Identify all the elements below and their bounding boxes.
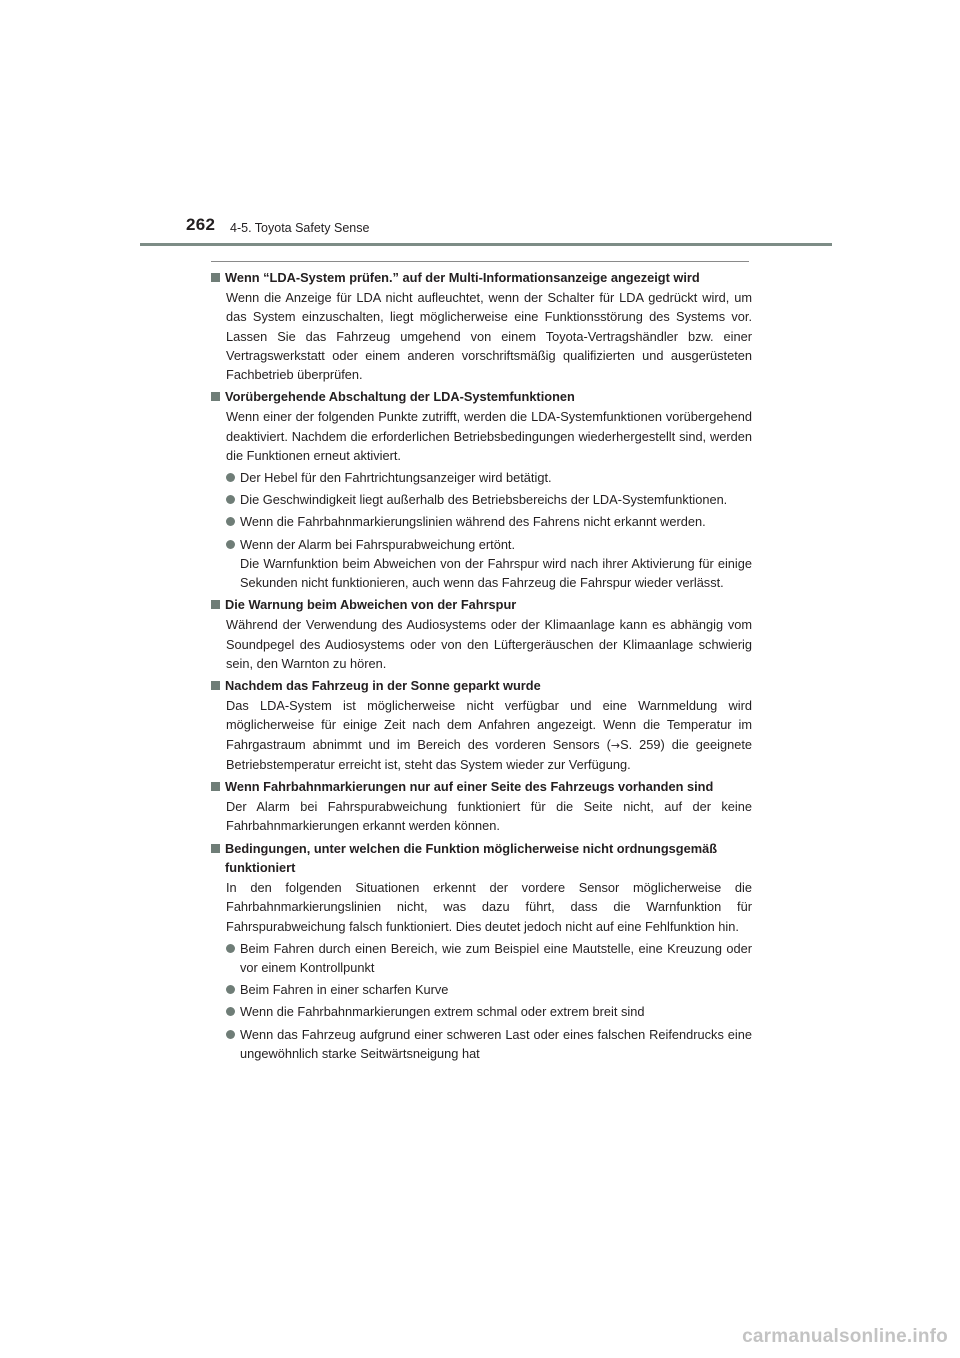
section-heading-text: Wenn Fahrbahnmarkierungen nur auf einer Seite des Fahrzeugs vorhanden sind: [225, 779, 714, 795]
round-bullet-icon: [226, 540, 235, 549]
section-paragraph: Während der Verwendung des Audiosystems oder der Klimaanlage kann es abhängig vom Soundpegel des Audiosystems oder von den Lüftergeräuschen der Klimaanlage schwierig sein, den Warnton zu hören.: [226, 617, 752, 671]
section-heading: [211, 387, 752, 406]
square-bullet-icon: [211, 273, 220, 282]
round-bullet-icon: [226, 985, 235, 994]
section-paragraph: Wenn die Anzeige für LDA nicht aufleuchtet, wenn der Schalter für LDA gedrückt wird, um das System einzuschalten, liegt möglicherweise eine Funktionsstörung des Systems vor. Lassen Sie das Fahrzeug umgehend von einem Toyota-Vertragshändler bzw. einer Vertragswerkstatt oder einem anderen vorschriftsmäßig qualifizierten und ausgerüsteten Fachbetrieb überprüfen.: [226, 290, 752, 383]
header-divider: [140, 243, 832, 246]
list-item-text: Wenn die Fahrbahnmarkierungen extrem schmal oder extrem breit sind: [240, 1004, 645, 1020]
list-item: [211, 980, 752, 999]
section-paragraph: Der Alarm bei Fahrspurabweichung funktioniert für die Seite nicht, auf der keine Fahrbahnmarkierungen erkannt werden können.: [226, 799, 752, 834]
round-bullet-icon: [226, 1030, 235, 1039]
list-item-line: Wenn der Alarm bei Fahrspurabweichung ertönt.: [240, 536, 516, 552]
square-bullet-icon: [211, 600, 220, 609]
section-temporary-shutdown: [211, 387, 752, 592]
list-item: [211, 512, 752, 531]
section-lda-check: [211, 268, 752, 384]
section-heading-text: Wenn “LDA-System prüfen.” auf der Multi-Informationsanzeige angezeigt wird: [225, 270, 700, 285]
section-heading: [211, 839, 752, 877]
paragraph-text: Das LDA-System ist möglicherweise nicht verfügbar und eine Warnmeldung wird möglicherweise für einige Zeit nach dem Anfahren angezeigt. Wenn die Temperatur im Fahrgastraum abnimmt und im Bereich des vorderen Sensors (: [226, 698, 752, 752]
round-bullet-icon: [226, 495, 235, 504]
list-item-text: Die Geschwindigkeit liegt außerhalb des Betriebsbereichs der LDA-Systemfunktionen.: [240, 492, 728, 508]
list-item-text: [240, 535, 752, 593]
list-item: [211, 535, 752, 593]
paragraph-text: ) die geeignete Betriebstemperatur erreicht ist, steht das System wieder zur Verfügung.: [226, 736, 753, 772]
list-item: [211, 468, 752, 487]
watermark: carmanualsonline.info: [742, 1326, 948, 1347]
round-bullet-icon: [226, 1007, 235, 1016]
section-heading: [211, 595, 752, 614]
page-header: [0, 0, 960, 280]
section-paragraph: Wenn einer der folgenden Punkte zutrifft, werden die LDA-Systemfunktionen vorübergehend deaktiviert. Nachdem die erforderlichen Betriebsbedingungen wiederhergestellt sind, werden die Funktionen erneut aktiviert.: [226, 409, 752, 463]
section-paragraph: In den folgenden Situationen erkennt der vordere Sensor möglicherweise die Fahrbahnmarkierungslinien nicht, was dazu führt, dass die Warnfunktion für Fahrspurabweichung falsch funktioniert. Dies deutet jedoch nicht auf eine Fehlfunktion hin.: [226, 880, 752, 934]
list-item: [211, 1025, 752, 1063]
square-bullet-icon: [211, 782, 220, 791]
list-item: [211, 939, 752, 977]
page-number: 262: [186, 215, 216, 234]
list-item-text: Wenn das Fahrzeug aufgrund einer schweren Last oder eines falschen Reifendrucks eine ungewöhnlich starke Seitwärtsneigung hat: [240, 1026, 752, 1061]
section-heading-text: Bedingungen, unter welchen die Funktion möglicherweise nicht ordnungsgemäß funktioniert: [225, 840, 718, 875]
list-item-text: Wenn die Fahrbahnmarkierungslinien während des Fahrens nicht erkannt werden.: [240, 514, 706, 530]
round-bullet-icon: [226, 944, 235, 953]
page-reference-link[interactable]: S. 259: [620, 736, 661, 752]
section-heading-text: Die Warnung beim Abweichen von der Fahrspur: [225, 597, 517, 613]
list-item: [211, 1002, 752, 1021]
chapter-title: 4-5. Toyota Safety Sense: [230, 221, 370, 235]
square-bullet-icon: [211, 844, 220, 853]
section-heading-text: Nachdem das Fahrzeug in der Sonne geparkt wurde: [225, 678, 541, 694]
section-paragraph: [211, 696, 752, 774]
list-item: [211, 490, 752, 509]
square-bullet-icon: [211, 681, 220, 690]
section-lane-departure-warning: [211, 595, 752, 673]
page-content: [211, 268, 752, 1066]
section-markings-one-side: [211, 777, 752, 836]
list-item-text: Beim Fahren in einer scharfen Kurve: [240, 982, 449, 998]
section-malfunction-conditions: [211, 839, 752, 1063]
list-item-text: Der Hebel für den Fahrtrichtungsanzeiger wird betätigt.: [240, 470, 552, 486]
section-heading-text: Vorübergehende Abschaltung der LDA-Systemfunktionen: [225, 389, 575, 405]
section-parked-in-sun: [211, 676, 752, 774]
section-heading: [211, 676, 752, 695]
section-heading: [211, 268, 752, 287]
round-bullet-icon: [226, 473, 235, 482]
content-divider: [211, 261, 749, 262]
arrow-icon: →: [610, 738, 621, 752]
list-item-continuation: Die Warnfunktion beim Abweichen von der Fahrspur wird nach ihrer Aktivierung für einige Sekunden nicht funktionieren, auch wenn das Fahrzeug die Fahrspur wieder verlässt.: [240, 555, 752, 591]
list-item-text: Beim Fahren durch einen Bereich, wie zum Beispiel eine Mautstelle, eine Kreuzung oder vor einem Kontrollpunkt: [240, 940, 752, 975]
round-bullet-icon: [226, 517, 235, 526]
square-bullet-icon: [211, 392, 220, 401]
section-heading: [211, 777, 752, 796]
